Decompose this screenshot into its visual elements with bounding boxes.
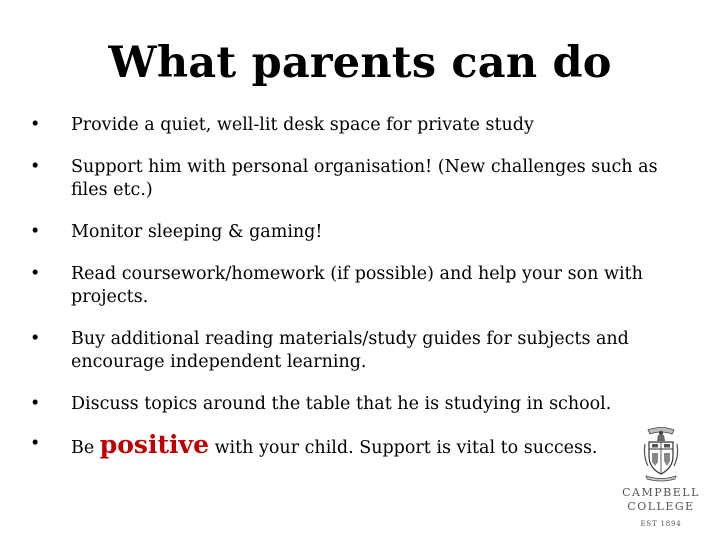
bullet-suffix: with your child. Support is vital to success. <box>209 438 598 458</box>
bullet-text: Support him with personal organisation! (New challenges such as files etc.) <box>71 157 658 200</box>
bullet-text: Read coursework/homework (if possible) and help your son with projects. <box>71 264 643 307</box>
bullet-prefix: Be <box>71 438 100 458</box>
bullet-dot: • <box>30 394 41 414</box>
bullet-item <box>30 221 680 244</box>
bullet-text: Discuss topics around the table that he is studying in school. <box>71 394 612 414</box>
school-crest-icon <box>642 424 680 482</box>
college-logo <box>618 424 704 536</box>
bullet-dot: • <box>30 157 41 177</box>
bullet-item <box>30 156 680 202</box>
bullet-item <box>30 114 680 137</box>
emphasis-word: positive <box>99 430 209 459</box>
bullet-text: Buy additional reading materials/study guides for subjects and encourage independent learning. <box>71 329 629 372</box>
bullet-dot: • <box>30 264 41 284</box>
bullet-item <box>30 430 680 460</box>
slide-title: What parents can do <box>108 38 612 88</box>
bullet-dot: • <box>30 434 41 454</box>
bullet-text: Monitor sleeping & gaming! <box>71 222 323 242</box>
bullet-item <box>30 263 680 309</box>
logo-established: EST 1894 <box>640 520 682 528</box>
logo-name-line1: CAMPBELL <box>622 486 700 499</box>
bullet-text: Provide a quiet, well-lit desk space for private study <box>71 115 534 135</box>
bullet-list <box>30 114 680 479</box>
bullet-item <box>30 393 680 416</box>
bullet-dot: • <box>30 329 41 349</box>
bullet-item <box>30 328 680 374</box>
bullet-dot: • <box>30 115 41 135</box>
logo-name-line2: COLLEGE <box>627 500 695 513</box>
bullet-dot: • <box>30 222 41 242</box>
